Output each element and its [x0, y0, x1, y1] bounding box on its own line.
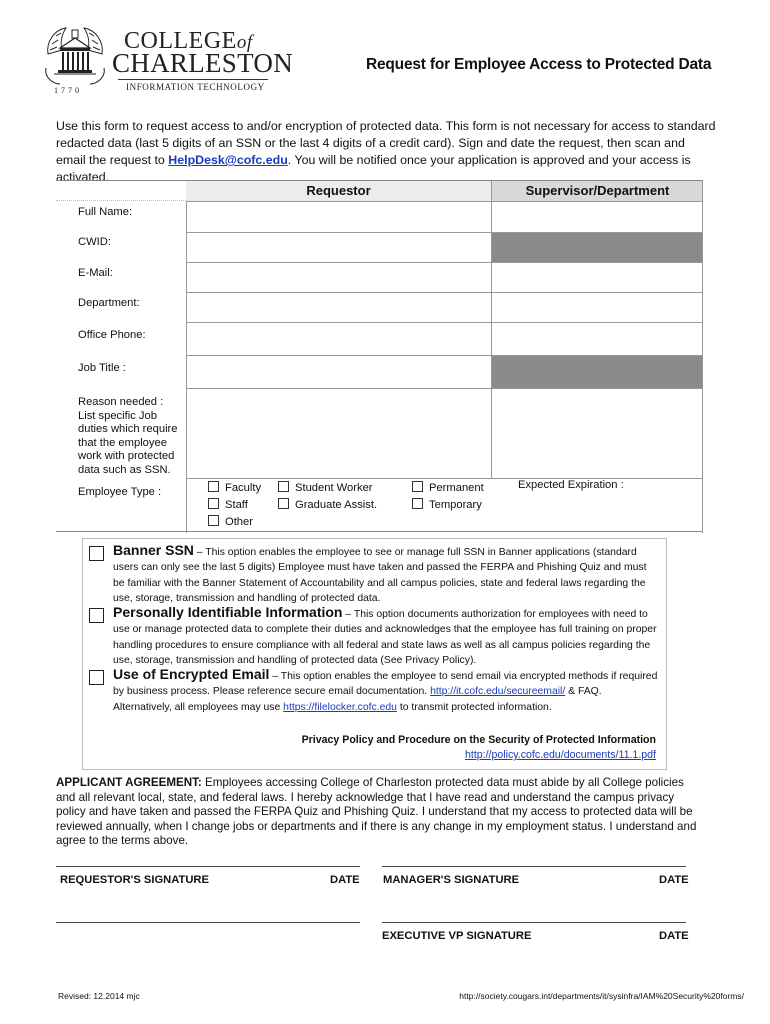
- graduate-assist-label: Graduate Assist.: [295, 499, 378, 511]
- logo-college-word: COLLEGE: [124, 28, 237, 54]
- logo-subtitle: INFORMATION TECHNOLOGY: [126, 82, 265, 92]
- requestor-header: Requestor: [186, 181, 491, 201]
- request-form-table: [56, 180, 703, 532]
- column-divider: [186, 201, 187, 533]
- supervisor-cwid-disabled: [492, 232, 703, 262]
- logo-year: 1770: [54, 86, 82, 95]
- agreement-text: Employees accessing College of Charleston protected data must abide by all College policies and all relevant local, state, and federal laws. I hereby acknowledge that I have read and understand the campus privacy policy and have taken and passed the FERPA Quiz and Phishing Quiz. I understand that my access to protected data will be reviewed annually, when I change jobs or departments and if there is any change in my employment status. I understand and agree to the terms above.: [56, 776, 697, 848]
- permanent-checkbox[interactable]: [412, 481, 423, 492]
- secure-email-link[interactable]: http://it.cofc.edu/secureemail/: [430, 686, 566, 698]
- row-divider: [186, 355, 703, 356]
- expected-expiration-label: Expected Expiration :: [518, 479, 624, 491]
- student-worker-label: Student Worker: [295, 482, 373, 494]
- row-divider: [186, 201, 703, 202]
- banner-ssn-option: [89, 543, 659, 606]
- faculty-label: Faculty: [225, 482, 262, 494]
- privacy-policy-title: Privacy Policy and Procedure on the Security of Protected Information: [301, 734, 656, 746]
- department-label: Department:: [78, 297, 140, 309]
- staff-checkbox[interactable]: [208, 498, 219, 509]
- pii-checkbox[interactable]: [89, 608, 104, 623]
- manager-date-label: DATE: [659, 874, 689, 886]
- row-divider: [186, 388, 703, 389]
- privacy-policy-block: [302, 733, 656, 763]
- executive-date-label: DATE: [659, 930, 689, 942]
- privacy-policy-link[interactable]: http://policy.cofc.edu/documents/11.1.pdf: [465, 749, 656, 761]
- pii-description: – This option documents authorization for employees with need to use or manage protected data to complete their duties and acknowledges that the employee has full training on proper handling procedures to ensure compliance with all federal and state laws as well as all campus policies regarding the use, storage, transmission and handling of protected data (See Privacy Policy).: [113, 609, 657, 666]
- encrypted-email-description-3: to transmit protected information.: [396, 701, 552, 713]
- filelocker-link[interactable]: https://filelocker.cofc.edu: [283, 701, 397, 713]
- row-divider: [186, 232, 703, 233]
- applicant-agreement: [56, 776, 706, 849]
- full-name-label: Full Name:: [78, 206, 133, 218]
- temporary-label: Temporary: [429, 499, 482, 511]
- executive-signature-label: EXECUTIVE VP SIGNATURE: [382, 930, 532, 942]
- row-divider: [186, 322, 703, 323]
- office-phone-label: Office Phone:: [78, 329, 146, 341]
- cwid-label: CWID:: [78, 236, 111, 248]
- row-divider: [186, 478, 703, 479]
- helpdesk-email-link[interactable]: HelpDesk@cofc.edu: [168, 153, 288, 167]
- supervisor-jobtitle-disabled: [492, 355, 703, 388]
- temporary-option[interactable]: [412, 498, 482, 511]
- table-right-border: [702, 181, 703, 533]
- college-logo: [40, 24, 294, 98]
- requestor-signature-line[interactable]: [56, 866, 360, 867]
- manager-signature-label: MANAGER'S SIGNATURE: [383, 874, 520, 886]
- encrypted-email-description-2: & FAQ. Alternatively, all employees may use: [113, 686, 602, 713]
- staff-label: Staff: [225, 499, 248, 511]
- column-divider: [491, 201, 492, 478]
- header-spacer: [56, 181, 186, 201]
- banner-ssn-title: Banner SSN: [113, 542, 194, 558]
- access-options-box: [82, 538, 667, 770]
- encrypted-email-checkbox[interactable]: [89, 670, 104, 685]
- college-building-icon: [40, 24, 110, 86]
- faculty-checkbox[interactable]: [208, 481, 219, 492]
- executive-signature-line[interactable]: [382, 922, 686, 923]
- row-divider: [186, 292, 703, 293]
- logo-divider: [118, 79, 268, 80]
- student-worker-checkbox[interactable]: [278, 481, 289, 492]
- agreement-label: APPLICANT AGREEMENT:: [56, 776, 202, 789]
- banner-ssn-checkbox[interactable]: [89, 546, 104, 561]
- footer-url: http://society.cougars.int/departments/it/sysinfra/IAM%20Security%20forms/: [459, 991, 744, 1001]
- encrypted-email-option: [89, 667, 659, 715]
- encrypted-email-title: Use of Encrypted Email: [113, 666, 270, 682]
- requestor-signature-label: REQUESTOR'S SIGNATURE: [60, 874, 209, 886]
- supervisor-header: Supervisor/Department: [491, 181, 703, 201]
- intro-text-end: . You will be notified once your application is approved and your access is activated.: [56, 153, 691, 184]
- blank-signature-line: [56, 922, 360, 923]
- student-worker-option[interactable]: [278, 481, 373, 494]
- faculty-option[interactable]: [208, 481, 261, 494]
- permanent-option[interactable]: [412, 481, 484, 494]
- banner-ssn-description: – This option enables the employee to see or manage full SSN in Banner applications (standard users can only see the last 5 digits) Employee must have taken and passed the FERPA and Phishing Quiz and must be familiar with the Banner Statement of Accountability and all campus policies, state and federal laws regarding the use, storage, transmission and handling of protected data.: [113, 547, 647, 604]
- logo-of-word: of: [236, 32, 253, 53]
- pii-option: [89, 605, 659, 668]
- intro-text: Use this form to request access to and/or encryption of protected data. This form is not necessary for access to standard redacted data (last 5 digits of an SSN or the last 4 digits of a credit card). Sign and date the request, then scan and email the request to: [56, 119, 716, 167]
- other-label: Other: [225, 516, 253, 528]
- intro-paragraph: [56, 118, 716, 186]
- page-title: Request for Employee Access to Protected Data: [366, 56, 712, 73]
- other-option[interactable]: [208, 515, 253, 528]
- other-checkbox[interactable]: [208, 515, 219, 526]
- email-label: E-Mail:: [78, 267, 113, 279]
- employee-type-label: Employee Type :: [78, 486, 162, 498]
- logo-charleston-text: CHARLESTON: [112, 48, 294, 78]
- job-title-label: Job Title :: [78, 362, 126, 374]
- pii-title: Personally Identifiable Information: [113, 604, 343, 620]
- staff-option[interactable]: [208, 498, 248, 511]
- row-divider: [186, 262, 703, 263]
- graduate-assist-option[interactable]: [278, 498, 377, 511]
- revision-note: Revised: 12.2014 mjc: [58, 991, 140, 1001]
- manager-signature-line[interactable]: [382, 866, 686, 867]
- encrypted-email-description: – This option enables the employee to send email via encrypted methods if required by business process. Please reference secure email documentation.: [113, 671, 658, 698]
- temporary-checkbox[interactable]: [412, 498, 423, 509]
- permanent-label: Permanent: [429, 482, 484, 494]
- graduate-assist-checkbox[interactable]: [278, 498, 289, 509]
- requestor-date-label: DATE: [330, 874, 360, 886]
- reason-label: Reason needed : List specific Job duties which require that the employee work with protected data such as SSN.: [78, 396, 178, 476]
